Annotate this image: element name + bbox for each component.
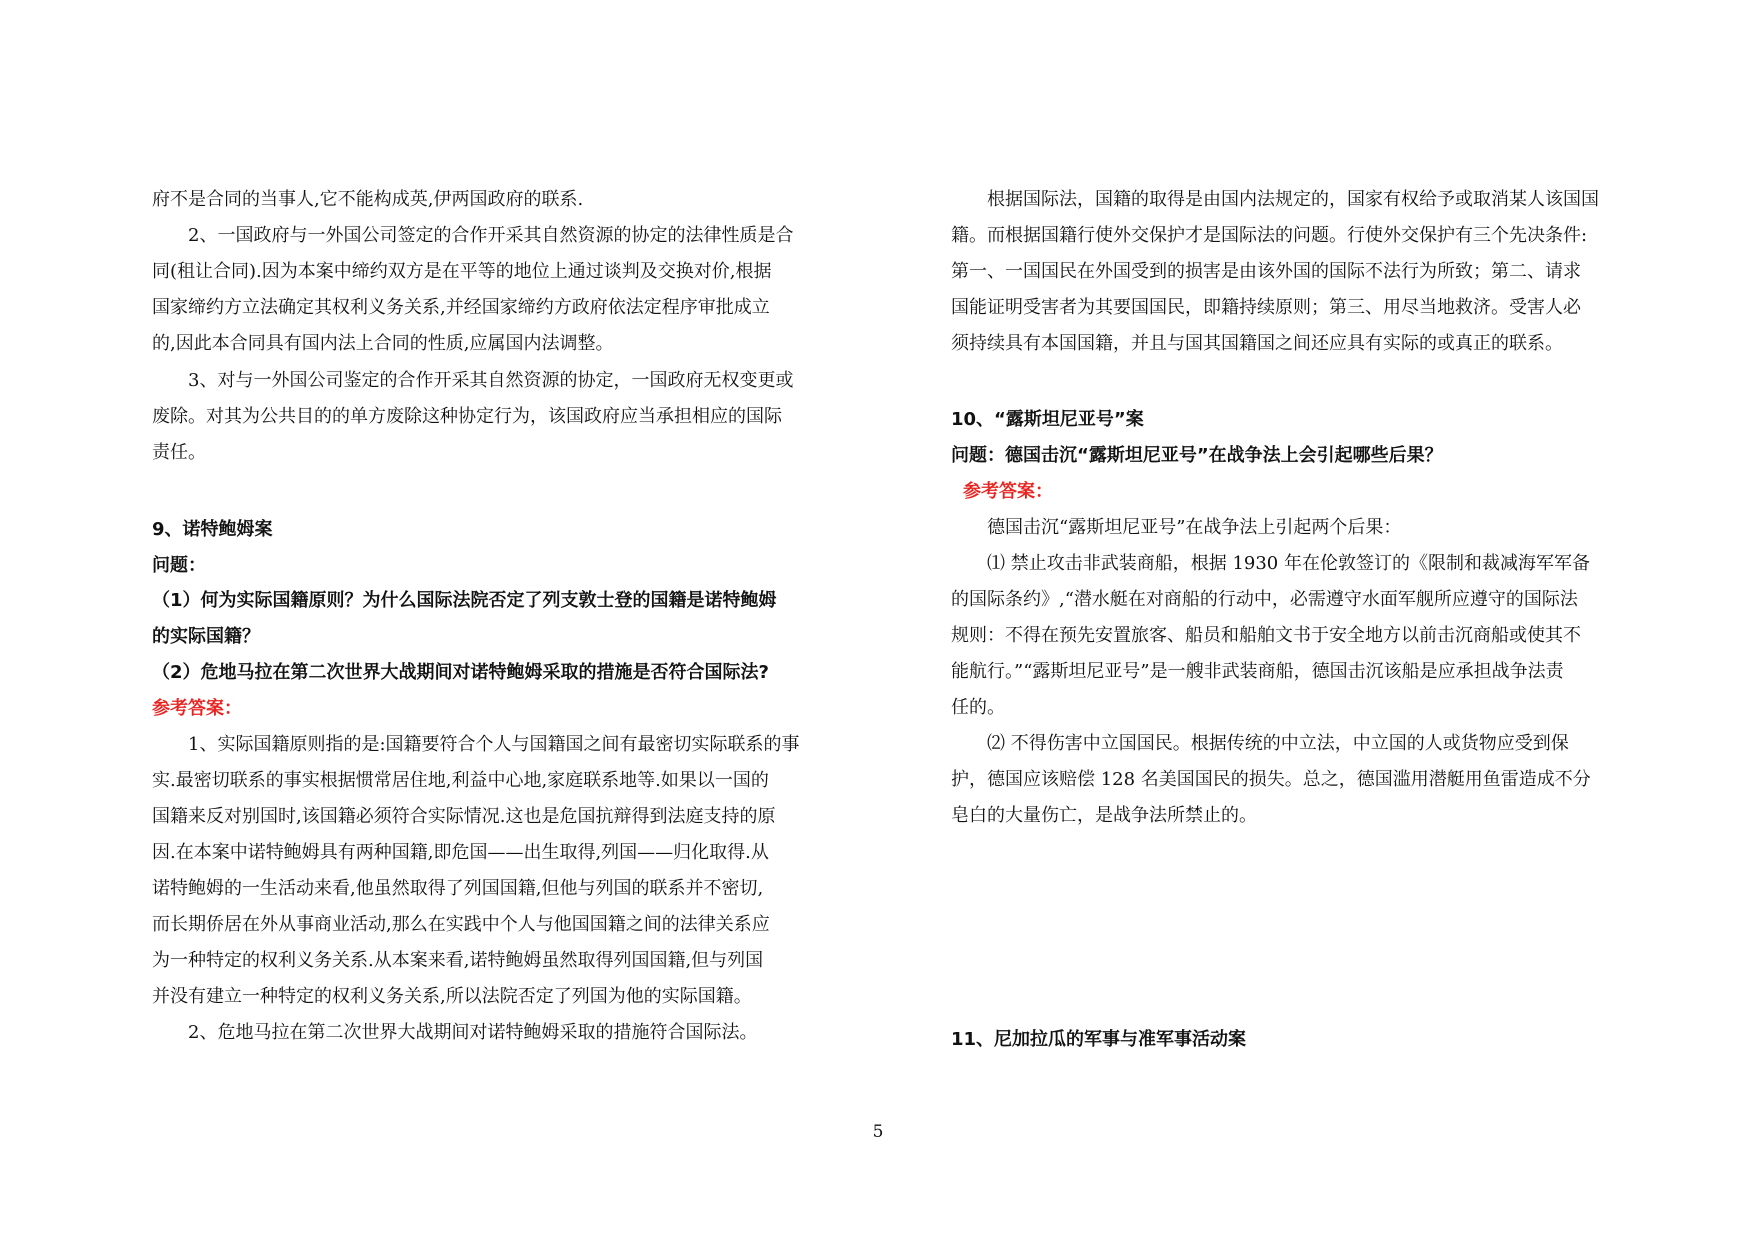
text-line: 须持续具有本国国籍，并且与国其国籍国之间还应具有实际的或真正的联系。	[951, 333, 1563, 354]
text-line: 德国击沉“露斯坦尼亚号”在战争法上引起两个后果：	[987, 517, 1402, 538]
text-line: 实.最密切联系的事实根据惯常居住地,利益中心地,家庭联系地等.如果以一国的	[152, 770, 769, 791]
question-1-line: （1）何为实际国籍原则？为什么国际法院否定了列支敦士登的国籍是诺特鲍姆	[152, 590, 777, 611]
text-line: 的,因此本合同具有国内法上合同的性质,应属国内法调整。	[152, 333, 614, 354]
text-line: 2、一国政府与一外国公司签定的合作开采其自然资源的协定的法律性质是合	[188, 225, 794, 246]
text-line: 国能证明受害者为其要国国民，即籍持续原则；第三、用尽当地救济。受害人必	[951, 297, 1581, 318]
question-2: （2）危地马拉在第二次世界大战期间对诺特鲍姆采取的措施是否符合国际法?	[152, 662, 769, 683]
text-line: 并没有建立一种特定的权利义务关系,所以法院否定了列国为他的实际国籍。	[152, 986, 752, 1007]
text-line: 1、实际国籍原则指的是:国籍要符合个人与国籍国之间有最密切实际联系的事	[188, 734, 800, 755]
text-line: 第一、一国国民在外国受到的损害是由该外国的国际不法行为所致；第二、请求	[951, 261, 1581, 282]
text-line: 的国际条约》,“潜水艇在对商船的行动中，必需遵守水面军舰所应遵守的国际法	[951, 589, 1578, 610]
text-line: 责任。	[152, 442, 206, 463]
text-line: 府不是合同的当事人,它不能构成英,伊两国政府的联系.	[152, 189, 584, 210]
text-line: 3、对与一外国公司鉴定的合作开采其自然资源的协定，一国政府无权变更或	[188, 370, 794, 391]
text-line: 国籍来反对别国时,该国籍必须符合实际情况.这也是危国抗辩得到法庭支持的原	[152, 806, 776, 827]
text-line: 为一种特定的权利义务关系.从本案来看,诺特鲍姆虽然取得列国国籍,但与列国	[152, 950, 764, 971]
case-10-question: 问题：德国击沉“露斯坦尼亚号”在战争法上会引起哪些后果？	[951, 445, 1443, 466]
question-1-line: 的实际国籍？	[152, 626, 260, 647]
text-line: 同(租让合同).因为本案中缔约双方是在平等的地位上通过谈判及交换对价,根据	[152, 261, 772, 282]
text-line: 诺特鲍姆的一生活动来看,他虽然取得了列国国籍,但他与列国的联系并不密切,	[152, 878, 764, 899]
answer-label: 参考答案：	[963, 481, 1053, 502]
text-line: 根据国际法，国籍的取得是由国内法规定的，国家有权给予或取消某人该国国	[987, 189, 1599, 210]
text-line: 2、危地马拉在第二次世界大战期间对诺特鲍姆采取的措施符合国际法。	[188, 1022, 758, 1043]
text-line: 籍。而根据国籍行使外交保护才是国际法的问题。行使外交保护有三个先决条件:	[951, 225, 1588, 246]
text-line: 护，德国应该赔偿 128 名美国国民的损失。总之，德国滥用潜艇用鱼雷造成不分	[951, 769, 1591, 790]
case-11-title: 11、尼加拉瓜的军事与准军事活动案	[951, 1029, 1247, 1050]
text-line: ⑴ 禁止攻击非武装商船，根据 1930 年在伦敦签订的《限制和裁减海军军备	[987, 553, 1590, 574]
text-line: ⑵ 不得伤害中立国国民。根据传统的中立法，中立国的人或货物应受到保	[987, 733, 1569, 754]
text-line: 国家缔约方立法确定其权利义务关系,并经国家缔约方政府依法定程序审批成立	[152, 297, 770, 318]
text-line: 任的。	[951, 697, 1005, 718]
text-line: 而长期侨居在外从事商业活动,那么在实践中个人与他国国籍之间的法律关系应	[152, 914, 770, 935]
text-line: 皂白的大量伤亡，是战争法所禁止的。	[951, 805, 1257, 826]
case-9-title: 9、诺特鲍姆案	[152, 519, 273, 540]
case-10-title: 10、“露斯坦尼亚号”案	[951, 409, 1144, 430]
question-label: 问题：	[152, 555, 206, 576]
text-line: 规则：不得在预先安置旅客、船员和船舶文书于安全地方以前击沉商船或使其不	[951, 625, 1581, 646]
answer-label: 参考答案：	[152, 698, 242, 719]
text-line: 因.在本案中诺特鲍姆具有两种国籍,即危国——出生取得,列国——归化取得.从	[152, 842, 769, 863]
text-line: 能航行。”“露斯坦尼亚号”是一艘非武装商船，德国击沉该船是应承担战争法责	[951, 661, 1564, 682]
text-line: 废除。对其为公共目的的单方废除这种协定行为，该国政府应当承担相应的国际	[152, 406, 782, 427]
page-number: 5	[872, 1122, 884, 1142]
